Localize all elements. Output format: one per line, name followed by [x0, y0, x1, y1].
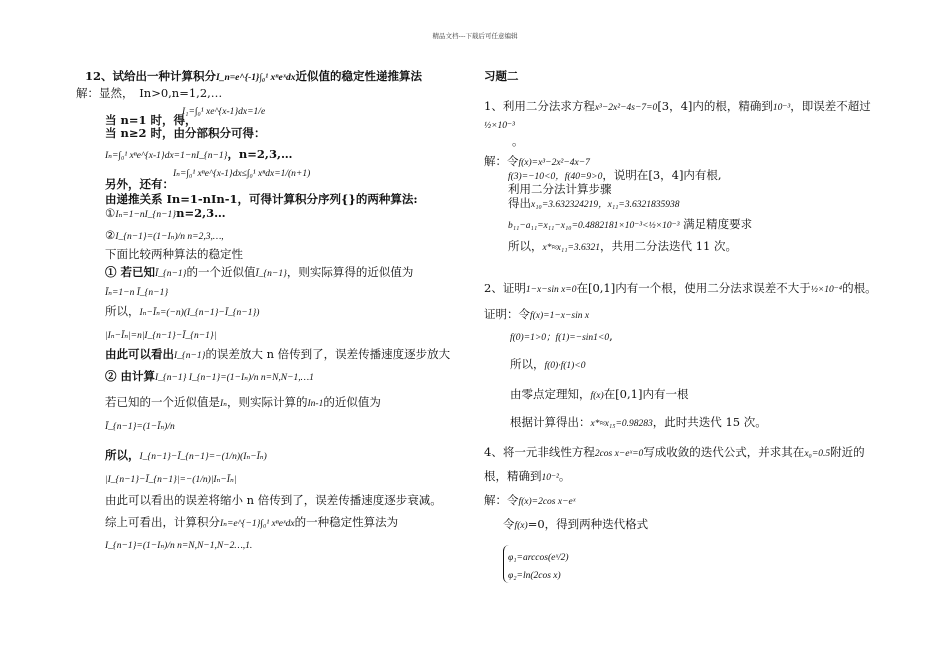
case-2-text: ② 由计算I_{n−1} I_{n−1}=(1−Iₙ)/n n=N,N−1,…1 — [105, 369, 314, 383]
algorithm-2: ②I_{n−1}=(1−Iₙ)/n n=2,3,…, — [105, 228, 224, 242]
scheme-phi2: φ₂=ln(2cos x) — [508, 571, 561, 581]
problem-1: 1、利用二分法求方程x³−2x²−4s−7=0[3，4]内的根，精确到10⁻³，即误差不超过 — [484, 99, 871, 113]
algorithm-1: ①Iₙ=1−nI_{n−1}n=2,3… — [105, 206, 226, 220]
page-header: 精品文档---下载后可任意编辑 — [432, 32, 518, 40]
problem-4-precision: 根，精确到10⁻²。 — [484, 469, 571, 483]
bound-formula: Iₙ=∫₀¹ xⁿe^{x-1}dx≤∫₀¹ xⁿdx=1/(n+1) — [173, 169, 311, 179]
solution-1-sign: f(3)=−10<0，f(40=9>0，说明在[3，4]内有根, — [508, 168, 722, 182]
solution-1-steps: 利用二分法计算步骤 — [508, 182, 612, 196]
recursion-formula: Iₙ=∫₀¹ xⁿe^{x-1}dx=1−nI_{n−1}，n=2,3,… — [105, 147, 293, 161]
solution-1-result: 所以，x*≈x₁₁=3.6321，共用二分法迭代 11 次。 — [508, 239, 737, 253]
proof-zero-theorem: 由零点定理知，f(x)在[0,1]内有一根 — [510, 387, 689, 401]
proof-product: 所以，f(0)·f(1)<0 — [510, 357, 586, 371]
case-n1: 当 n=1 时，得， — [105, 113, 197, 127]
stability-compare: 下面比较两种算法的稳定性 — [105, 247, 243, 261]
case-n2: 当 n≥2 时，由分部积分可得： — [105, 126, 266, 140]
error-amplify-note: 由此可以看出I_{n−1}的误差放大 n 倍传到了，误差传播速度逐步放大 — [105, 347, 451, 361]
case-2-error: 所以，I_{n−1}−Ī_{n−1}=−(1/n)(Iₙ−Īₙ) — [105, 448, 267, 462]
solution-4-schemes: 令f(x)=0，得到两种迭代格式 — [503, 517, 649, 531]
problem-4: 4、将一元非线性方程2cos x−eˣ=0写成收敛的迭代公式，并求其在x₀=0.5附近的 — [484, 445, 865, 459]
conclusion: 综上可看出，计算积分Iₙ=e^{−1}∫₀¹ xⁿeˣdx的一种稳定性算法为 — [105, 515, 399, 529]
proof-values: f(0)=1>0；f(1)=−sin1<0, — [510, 329, 613, 343]
case-2-formula: Ī_{n−1}=(1−Īₙ)/n — [105, 422, 175, 432]
section-title: 习题二 — [484, 69, 519, 83]
stable-algorithm: I_{n−1}=(1−Iₙ)/n n=N,N−1,N−2…,1. — [105, 541, 253, 551]
two-algorithms-intro: 由递推关系 In=1-nIn-1，可得计算积分序列{}的两种算法: — [105, 192, 418, 206]
problem-12: 12、试给出一种计算积分I_n=e^{-1}∫₀¹ xⁿeˣdx近似值的稳定性递推算法 — [85, 69, 422, 83]
problem-1-end: 。 — [512, 134, 524, 148]
integral-formula: I_n=e^{-1}∫₀¹ xⁿeˣdx — [216, 73, 296, 83]
case-2-approx: 若已知的一个近似值是Iₙ，则实际计算的In-1的近似值为 — [105, 395, 381, 409]
error-relation: 所以，Iₙ−Īₙ=(−n)(I_{n−1}−Ī_{n−1}) — [105, 304, 260, 318]
error-abs: |Iₙ−Īₙ|=n|I_{n−1}−Ī_{n−1}| — [105, 331, 217, 341]
case-2-error-abs: |I_{n−1}−Ī_{n−1}|=−(1/n)|Iₙ−Īₙ| — [105, 475, 237, 485]
problem-1-tolerance: ½×10⁻³ — [484, 121, 515, 131]
formula-i1: I₁=∫₀¹ xe^{x-1}dx=1/e — [182, 107, 266, 117]
scheme-phi1: φ₁=arccos(eˣ/2) — [508, 553, 569, 563]
problem-2: 2、证明1−x−sin x=0在[0,1]内有一个根，使用二分法求误差不大于½×10⁻⁴的根。 — [484, 281, 877, 295]
solution-1-iterates: 得出x₁₀=3.632324219，x₁₁=3.6321835938 — [508, 196, 680, 210]
case-1-text: ① 若已知Ī_{n−1}的一个近似值Ī_{n−1}，则实际算得的近似值为 — [105, 265, 414, 279]
proof-def: 证明：令f(x)=1−x−sin x — [484, 307, 590, 321]
proof-result: 根据计算得出：x*≈x₁₅=0.98283，此时共迭代 15 次。 — [510, 415, 767, 429]
solution-1-precision: b₁₁−a₁₁=x₁₁−x₁₀=0.4882181×10⁻³<½×10⁻³ 满足精度要求 — [508, 217, 753, 231]
approx-formula: Īₙ=1−n Ī_{n−1} — [105, 288, 169, 298]
also-note: 另外，还有： — [105, 177, 174, 191]
solution-line: 解：显然， In>0,n=1,2,… — [76, 86, 223, 100]
solution-1-def: 解：令f(x)=x³−2x²−4x−7 — [484, 154, 590, 168]
error-decay-note: 由此可以看出的误差将缩小 n 倍传到了，误差传播速度逐步衰减。 — [105, 493, 442, 507]
solution-4-def: 解：令f(x)=2cos x−eˣ — [484, 493, 576, 507]
